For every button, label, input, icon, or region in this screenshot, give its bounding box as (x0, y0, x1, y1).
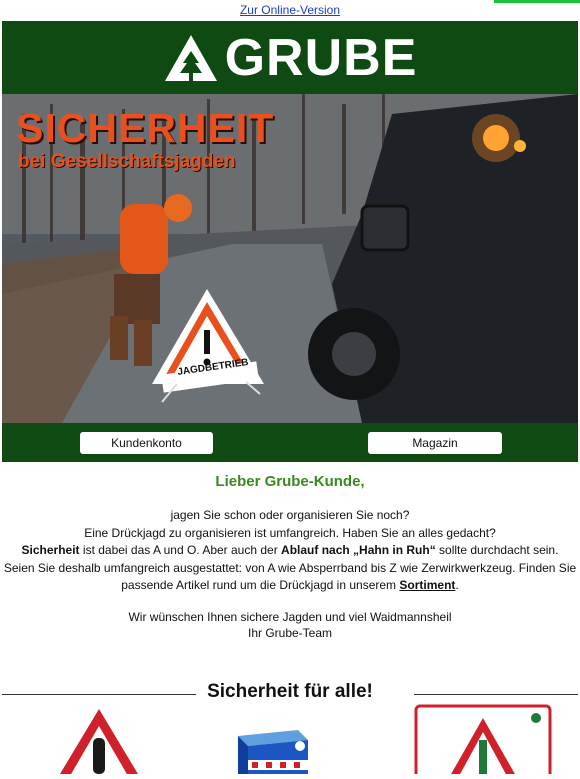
product-warning-triangle[interactable] (44, 704, 154, 779)
hero-title: SICHERHEIT (16, 105, 275, 151)
warning-sign-board-icon (414, 704, 554, 774)
body-line: jagen Sie schon oder organisieren Sie noch? (170, 508, 410, 522)
section-header (0, 681, 580, 707)
assortment-link[interactable]: Sortiment (399, 578, 456, 592)
tree-a-icon (163, 33, 219, 83)
accent-bar (494, 0, 580, 3)
body-line: Sicherheit ist dabei das A und O. Aber auch der Ablauf nach „Hahn in Ruh“ sollte durchdacht sein. (21, 543, 559, 557)
greeting: Lieber Grube-Kunde, (215, 473, 365, 490)
nav-bar (2, 423, 578, 462)
magazine-button[interactable]: Magazin (368, 432, 502, 454)
procedure-emphasis: Ablauf nach „Hahn in Ruh“ (281, 543, 436, 557)
section-divider (414, 694, 578, 695)
online-version-link[interactable]: Zur Online-Version (239, 3, 341, 17)
online-version-bar (0, 0, 580, 21)
section-title: Sicherheit für alle! (207, 680, 373, 702)
product-warning-sign-board[interactable] (414, 704, 554, 779)
sign-label: JAGDBETRIEB (176, 357, 250, 378)
signoff-line: Wir wünschen Ihnen sichere Jagden und viel Waidmannsheil (128, 609, 452, 624)
brand-logo[interactable] (163, 28, 418, 87)
product-row (0, 704, 580, 774)
body-line: Eine Drückjagd zu organisieren ist umfangreich. Haben Sie an alles gedacht? (84, 525, 496, 540)
warning-triangle-icon (44, 704, 154, 774)
safety-emphasis: Sicherheit (21, 543, 80, 557)
brand-header (2, 21, 578, 94)
brand-name: GRUBE (224, 28, 418, 87)
customer-account-button[interactable]: Kundenkonto (80, 432, 213, 454)
product-barrier-tape[interactable] (230, 726, 312, 779)
body-line: passende Artikel rund um die Drückjagd in unserem Sortiment. (121, 578, 459, 592)
hero-subtitle: bei Gesellschaftsjagden (18, 151, 236, 172)
signoff-line: Ihr Grube-Team (247, 625, 333, 640)
body-text (0, 507, 580, 595)
hero-banner[interactable] (2, 94, 578, 423)
barrier-tape-box-icon (230, 726, 312, 774)
body-line: Seien Sie deshalb umfangreich ausgestattet: von A wie Absperrband bis Z wie Zerwirkwerkzeug. Finden Sie (3, 560, 577, 575)
signoff (0, 609, 580, 641)
